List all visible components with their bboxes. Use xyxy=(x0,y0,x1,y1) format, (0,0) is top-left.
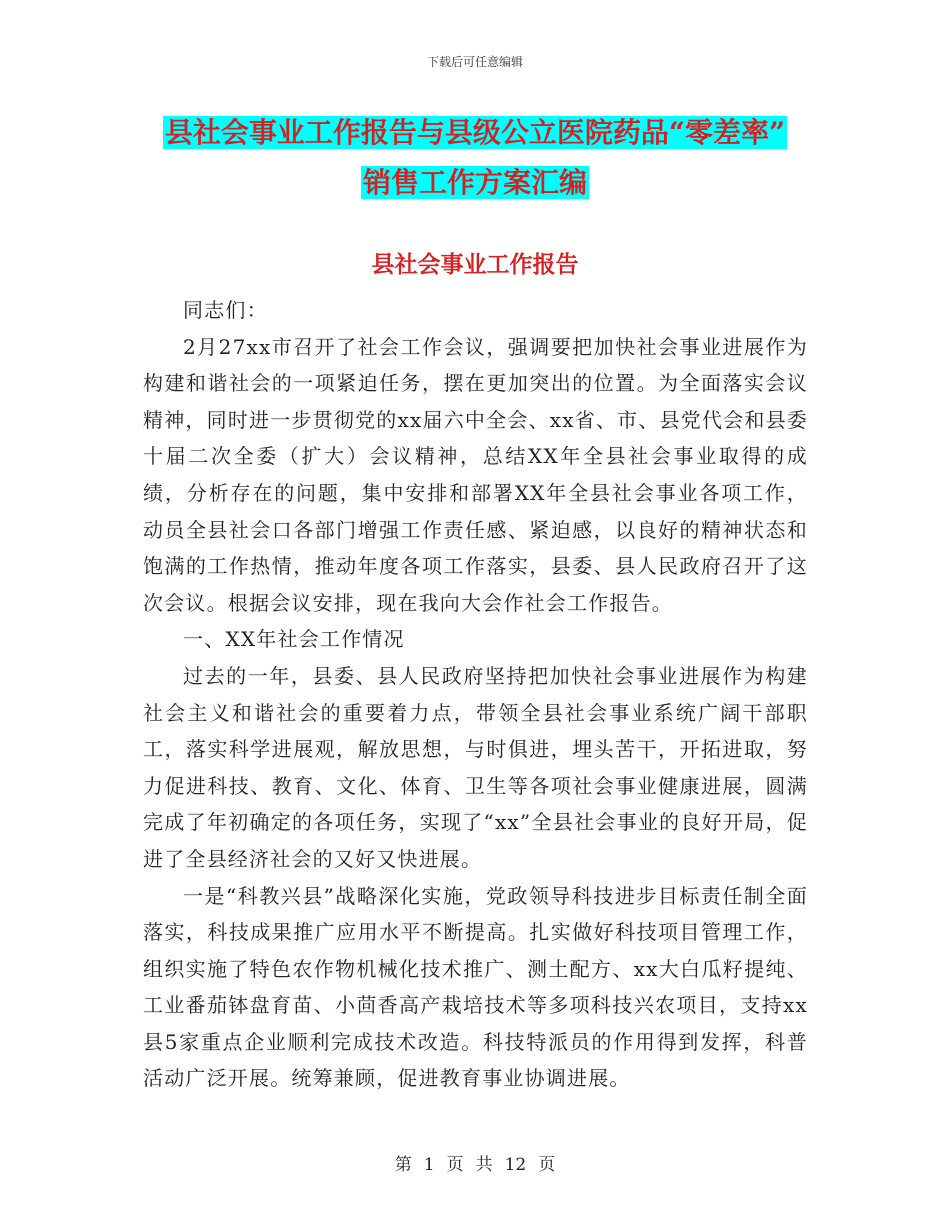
footer-page-number: 1 xyxy=(423,1155,435,1175)
paragraph: 一是“科教兴县”战略深化实施，党政领导科技进步目标责任制全面落实，科技成果推广应用水平不断提高。扎实做好科技项目管理工作，组织实施了特色农作物机械化技术推广、测土配方、xx大白瓜籽提纯、工业番茄钵盘育苗、小茴香高产栽培技术等多项科技兴农项目，支持xx县5家重点企业顺利完成技术改造。科技特派员的作用得到发挥，科普活动广泛开展。统筹兼顾，促进教育事业协调进展。 xyxy=(143,883,808,1091)
paragraph: 2月27xx市召开了社会工作会议，强调要把加快社会事业进展作为构建和谐社会的一项紧迫任务，摆在更加突出的位置。为全面落实会议精神，同时进一步贯彻党的xx届六中全会、xx省、市、县党代会和县委十届二次全委（扩大）会议精神，总结XX年全县社会事业取得的成绩，分析存在的问题，集中安排和部署XX年全县社会事业各项工作，动员全县社会口各部门增强工作责任感、紧迫感，以良好的精神状态和饱满的工作热情，推动年度各项工作落实，县委、县人民政府召开了这次会议。根据会议安排，现在我向大会作社会工作报告。 xyxy=(143,334,808,615)
paragraph-heading: 一、XX年社会工作情况 xyxy=(183,627,405,652)
footer-total-number: 12 xyxy=(504,1155,527,1175)
title-line-2: 销售工作方案汇编 xyxy=(362,166,587,199)
section-title: 县社会事业工作报告 xyxy=(371,251,579,278)
footer-page-unit: 页 xyxy=(446,1155,464,1175)
header-note: 下载后可任意编辑 xyxy=(426,55,523,69)
title-line-1: 县社会事业工作报告与县级公立医院药品“零差率” xyxy=(164,116,786,149)
footer-total-label: 共 xyxy=(475,1155,493,1175)
paragraph: 过去的一年，县委、县人民政府坚持把加快社会事业进展作为构建社会主义和谐社会的重要着力点，带领全县社会事业系统广阔干部职工，落实科学进展观，解放思想，与时俱进，埋头苦干，开拓进取，努力促进科技、教育、文化、体育、卫生等各项社会事业健康进展，圆满完成了年初确定的各项任务，实现了“xx”全县社会事业的良好开局，促进了全县经济社会的又好又快进展。 xyxy=(143,663,808,871)
page-footer xyxy=(0,1150,950,1175)
footer-total-unit: 页 xyxy=(538,1155,556,1175)
body-text xyxy=(143,292,808,1097)
paragraph-salutation: 同志们： xyxy=(183,298,268,322)
footer-page-label: 第 xyxy=(394,1155,412,1175)
document-title xyxy=(0,108,950,208)
